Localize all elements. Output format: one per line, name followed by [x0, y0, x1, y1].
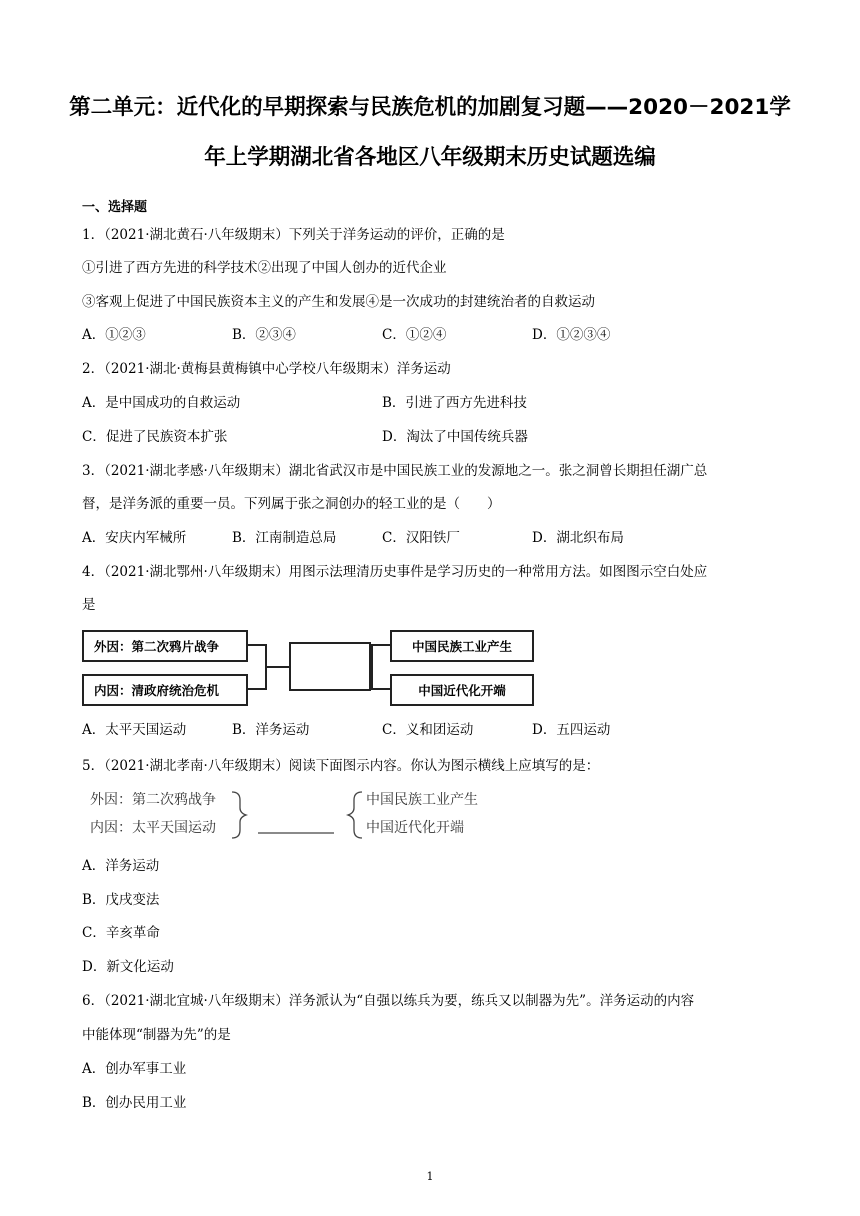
q4-option-a: A．太平天国运动 [82, 722, 187, 738]
q1-statement-1: ①引进了西方先进的科学技术②出现了中国人创办的近代企业 [82, 260, 447, 276]
q5-diagram-result-1: 中国民族工业产生 [366, 792, 478, 808]
q5-diagram-internal: 内因：太平天国运动 [90, 820, 216, 836]
q4-stem-line-2: 是 [82, 597, 96, 613]
q4-stem-line-1: 4．（2021·湖北鄂州·八年级期末）用图示法理清历史事件是学习历史的一种常用方法。如图图示空白处应 [82, 564, 708, 580]
q3-stem-line-1: 3．（2021·湖北孝感·八年级期末）湖北省武汉市是中国民族工业的发源地之一。张之洞曾长期担任湖广总 [82, 463, 708, 479]
q1-statement-2: ③客观上促进了中国民族资本主义的产生和发展④是一次成功的封建统治者的自救运动 [82, 294, 595, 310]
q5-option-d: D．新文化运动 [82, 959, 174, 975]
q6-option-a: A．创办军事工业 [82, 1061, 187, 1077]
q4-box-internal-cause: 内因：清政府统治危机 [82, 674, 248, 706]
q2-option-b: B．引进了西方先进科技 [382, 395, 527, 411]
q3-option-c: C．汉阳铁厂 [382, 530, 460, 546]
q1-option-a: A．①②③ [82, 327, 146, 343]
q5-braces [232, 792, 362, 838]
q3-stem-line-2: 督，是洋务派的重要一员。下列属于张之洞创办的轻工业的是（ ） [82, 496, 501, 512]
q5-option-a: A．洋务运动 [82, 858, 160, 874]
q4-box-external-cause: 外因：第二次鸦片战争 [82, 630, 248, 662]
q5-diagram-result-2: 中国近代化开端 [366, 820, 464, 836]
q1-stem: 1．（2021·湖北黄石·八年级期末）下列关于洋务运动的评价，正确的是 [82, 227, 505, 243]
q6-stem-line-1: 6．（2021·湖北宜城·八年级期末）洋务派认为“自强以练兵为要，练兵又以制器为先”。洋务运动的内容 [82, 993, 695, 1009]
q4-connector-lines [248, 643, 390, 690]
page-number: 1 [426, 1170, 434, 1183]
q4-option-c: C．义和团运动 [382, 722, 474, 738]
q2-option-d: D．淘汰了中国传统兵器 [382, 429, 528, 445]
q1-option-c: C．①②④ [382, 327, 447, 343]
q2-option-c: C．促进了民族资本扩张 [82, 429, 228, 445]
q6-option-b: B．创办民用工业 [82, 1095, 187, 1111]
q5-diagram-external: 外因：第二次鸦战争 [90, 792, 216, 808]
q3-option-d: D．湖北织布局 [532, 530, 624, 546]
q6-stem-line-2: 中能体现“制器为先”的是 [82, 1027, 231, 1043]
q2-option-a: A．是中国成功的自救运动 [82, 395, 241, 411]
document-title-line-2: 年上学期湖北省各地区八年级期末历史试题选编 [204, 145, 656, 170]
document-title-line-1: 第二单元：近代化的早期探索与民族危机的加剧复习题——2020－2021学 [69, 95, 791, 120]
q5-option-c: C．辛亥革命 [82, 925, 160, 941]
q4-option-b: B．洋务运动 [232, 722, 310, 738]
section-heading: 一、选择题 [82, 200, 148, 215]
q1-option-b: B．②③④ [232, 327, 296, 343]
q4-box-result-1: 中国民族工业产生 [390, 630, 534, 662]
q2-stem: 2．（2021·湖北·黄梅县黄梅镇中心学校八年级期末）洋务运动 [82, 361, 451, 377]
q1-option-d: D．①②③④ [532, 327, 611, 343]
q4-option-d: D．五四运动 [532, 722, 611, 738]
q3-option-b: B．江南制造总局 [232, 530, 337, 546]
q4-box-result-2: 中国近代化开端 [390, 674, 534, 706]
q5-option-b: B．戊戌变法 [82, 892, 160, 908]
q5-stem: 5．（2021·湖北孝南·八年级期末）阅读下面图示内容。你认为图示横线上应填写的是： [82, 758, 600, 774]
q3-option-a: A．安庆内军械所 [82, 530, 187, 546]
